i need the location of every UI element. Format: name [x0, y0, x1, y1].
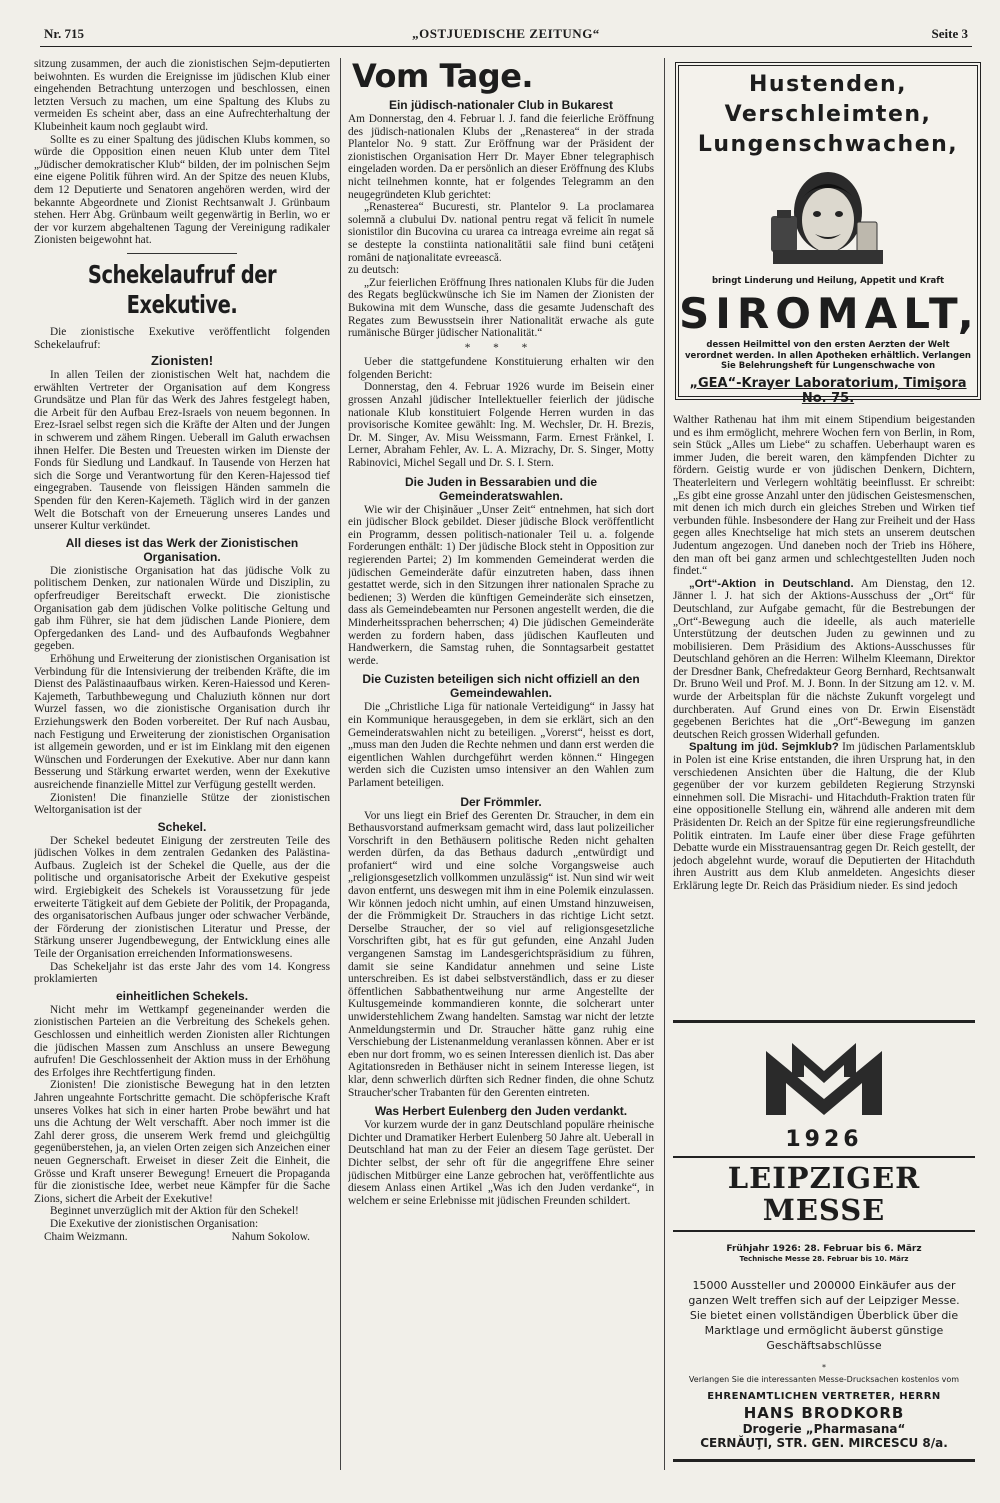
- paragraph: Nicht mehr im Wettkampf gegeneinander werden die zionistischen Parteien an die Verbreitung des Schekels gehen. Geschlossen und einheitlich werden Zionisten aller Richtungen die jüdischen Massen zum Anschluss an unsere Bewegung aufrufen! Die Geschlossenheit der Aktion muss in der Erhöhung des Erfolges ihre Rechtfertigung finden.: [34, 1003, 330, 1079]
- separator-stars: * * *: [464, 341, 538, 354]
- double-m-logo-icon: [744, 1037, 904, 1119]
- article-heading: Schekelaufruf der Exekutive.: [87, 259, 277, 319]
- divider: [127, 253, 237, 254]
- ad-brand: SIROMALT,: [679, 289, 980, 338]
- paragraph: Der Schekel bedeutet Einigung der zerstreuten Teile des jüdischen Volkes in dem zentralen Gedanken des Palästina-Aufbaus. Zugleich ist der Schekel die Quelle, aus der die politische und organisatorische Arbeit der Exekutive gespeist wird. Ergiebigkeit des Schekels ist Voraussetzung für jede erweiterte Tätigkeit auf dem Gebiete der Politik, der Propaganda, des organisatorischen Aufbaus junger oder schwacher Verbände, der Förderung der zionistischen Literatur und Presse, der Stärkung unserer Jugendbewegung, der Entwicklung eines alle Teile der Organisation erreichenden Informationswesens.: [34, 834, 330, 961]
- section-heading: Schekel.: [157, 819, 207, 834]
- ad-headline: Verschleimten,: [724, 102, 932, 127]
- paragraph: Die zionistische Exekutive veröffentlicht folgenden Schekelaufruf:: [34, 325, 330, 351]
- column-divider: [340, 58, 341, 1470]
- paragraph: Im jüdischen Parlamentsklub in Polen ist eine Krise entstanden, die ihren Ursprung hat, in den verschiedenen Ansichten über die Haltung, die der Klub gegenüber der vor kurzem gebildeten Regierung Strzynski einnehmen soll. Die Misrachi- und Hitachduth-Fraktion traten für eine oppositionelle Stellung ein, während alle anderen mit dem Präsidenten Dr. Reich an der Spitze für eine regierungsfreundliche Politik eintraten. Im Laufe einer über diese Frage geführten Debatte wurde ein Misstrauensantrag gegen Dr. Reich gestellt, der jedoch abgelehnt wurde, worauf die Deputierten der Hitachduth ihren Austritt aus dem Klub anmeldeten. Angesichts dieser Erklärung legte Dr. Reich das Präsidium nieder. Es sind jedoch: [673, 741, 975, 892]
- paragraph: In allen Teilen der zionistischen Welt hat, nachdem die erwählten Vertreter der Organisation auf dem Kongress Grundsätze und Plan für das Werk des Jahres festgelegt haben, die Arbeit für den Aufbau Erez-Israels von neuem begonnen. In Erez-Israel selbst regen sich die Kräfte der Alten und der Jungen in schwerem und zähem Ringen. Ueberall im Galuth erwachsen ihnen Helfer. Die Besten und Treuesten wirken im Dienste der Fonds für Siedlung und Landkauf. In Tausende von Herzen hat sich die Sorge und Verantwortung für den Keren-Hajessod tief eingegraben. Tausende von fleissigen Händen sammeln die Spenden für den Keren-Kajemeth. Täglich wird in der ganzen Welt die Botschaft von der Erneuerung unseres Landes und unserer Kultur verkündet.: [34, 369, 330, 533]
- ad-headline: Lungenschwachen,: [697, 132, 959, 157]
- paragraph: Ueber die stattgefundene Konstituierung erhalten wir den folgenden Bericht:: [348, 356, 654, 381]
- paragraph: Die „Christliche Liga für nationale Verteidigung“ in Jassy hat ein Kommunique herausgegeben, in dem sie erklärt, sich an den Gemeinderatswahlen nicht zu beteiligen. „Vorerst“, heisst es dort, „muss man den Juden die Rechte nehmen und dann erst werden die eigentlichen Wahlen durchgeführt werden können.“ Hingegen werden sich die Cuzisten umso intensiver an den Wahlen zum Parlament beteiligen.: [348, 701, 654, 789]
- page-header: [40, 16, 972, 47]
- paragraph: Walther Rathenau hat ihm mit einem Stipendium beigestanden und es ihm ermöglicht, mehrere Wochen fern von Berlin, in Rom, sein Stück „Alles um Liebe“ zu schaffen. Ueberhaupt waren es immer Juden, die bereit waren, den kämpfenden Dichter zu fördern. Geistig wurde er von jüdischen Denkern, Dichtern, Theaterleitern und Verlegern wohltätig beeinflusst. Er schreibt: „Es gibt eine grosse Anzahl unter den jüdischen Geistesmenschen, mit denen ich mich durch ein gleiches Streben und Wirken tief verbunden fühle. Insbesondere der Hang zur Freiheit und der Hass gegen alles Knechtselige hat mich stets an unserem deutschen Judentum angezogen. Und daneben noch der Trieb ins Höhere, den man oft bei ganz armen und schlechtgestellten Juden noch findet.“: [673, 414, 975, 578]
- paragraph: Die Exekutive der zionistischen Organisation:: [50, 1217, 259, 1230]
- ad-text: 15000 Aussteller und 200000 Einkäufer aus der ganzen Welt treffen sich auf der Leipziger Messe. Sie bietet einen vollständigen Überblick über die Marktlage und ermöglicht äuberst günstige Geschäftsabschlüsse: [688, 1279, 960, 1352]
- column-divider: [664, 58, 665, 1470]
- paragraph: zu deutsch:: [348, 264, 400, 277]
- ad-contact: EHRENAMTLICHEN VERTRETER, HERRN: [707, 1391, 941, 1402]
- paragraph: Am Dienstag, den 12. Jänner l. J. hat sich der Aktions-Ausschuss der „Ort“ für Deutschland, zur Aufgabe gemacht, für die Bestrebungen der „Ort“-Bewegung auch die ideelle, als auch materielle Unterstützung der deutschen Juden zu gewinnen und zu mobilisieren. Dem Präsidium des Aktions-Ausschusses für Deutschland gehören an die Herren: Wilhelm Kleemann, Direktor der Dresdner Bank, Chefredakteur Georg Bernhard, Rechtsanwalt Dr. Bruno Weil und Prof. M. J. Bonn. In der Sitzung am 12. v. M. wurde der Arbeitsplan für die nächste Zukunft vorgelegt und durchberaten. Auf Grund eines von Dr. Erwin Eisenstädt gegebenen Berichtes hat die „Ort“-Bewegung im ganzen deutschen Reich grossen Widerhall gefunden.: [673, 577, 975, 741]
- section-title: Vom Tage.: [352, 58, 534, 95]
- ad-contact-name: HANS BRODKORB: [743, 1404, 905, 1422]
- section-heading: einheitlichen Schekels.: [115, 988, 249, 1003]
- ad-headline: Hustenden,: [749, 72, 907, 97]
- signature: Chaim Weizmann.: [44, 1230, 128, 1243]
- paragraph: Vor kurzem wurde der in ganz Deutschland populäre rheinische Dichter und Dramatiker Herbert Eulenberg 50 Jahre alt. Ueberall in Deutschland hat man zu der Feier an diesem Tage gerüstet. Der Dichter selbst, der sehr oft für die angegriffene Ehre seiner jüdischen Mitbürger eine Lanze gebrochen hat, veröffentlichte aus diesem Anlass einen Artikel „Was ich den Juden verdanke“, in welchem er seine Erlebnisse mit jüdischen Freunden schildert.: [348, 1119, 654, 1207]
- paragraph: Zionisten! Die zionistische Bewegung hat in den letzten Jahren ungeahnte Fortschritte gemacht. Die schöpferische Kraft unseres Volkes hat sich in einer harten Probe bewährt und hat uns die Achtung der Welt verschafft. Aber noch immer ist die Zahl derer gross, die unserem Werk fremd und gleichgültig gegenüberstehen, ja, an vielen Orten zeigen sich Anzeichen einer neuen Gegnerschaft. Erweiset in dieser Zeit die Einheit, die Grösse und Kraft unserer Bewegung! Erneuert die Propaganda für die zionistische Idee, werbet neue Kämpfer für die Sache Zions, sichert die Arbeit der Exekutive!: [34, 1079, 330, 1205]
- paragraph: Das Schekeljahr ist das erste Jahr des vom 14. Kongress proklamierten: [34, 960, 330, 986]
- article-heading: Ein jüdisch-nationaler Club in Bukarest: [388, 98, 614, 112]
- article-heading: „Ort“-Aktion in Deutschland.: [689, 577, 854, 590]
- paragraph: Beginnet unverzüglich mit der Aktion für den Schekel!: [50, 1205, 299, 1218]
- section-heading: Zionisten!: [150, 353, 214, 369]
- man-drinking-illustration: [733, 164, 923, 264]
- paragraph: Erhöhung und Erweiterung der zionistischen Organisation ist Verbindung für die Intensivierung der treibenden Kräfte, die im Dienst des Palästinaaufbaus wirken. Keren-Haiessod und Keren-Kajemeth, Tarbuthbewegung und Chaluziuth können nur dort Wurzel fassen, wo die zionistische Organisation durch ihr Erziehungswerk den Boden vorbereitet. Der Ruf nach Ausbau, nach Festigung und Erweiterung der zionistischen Organisation ist allgemein geworden, und er ist im Einklang mit den eigenen Wünschen und Forderungen der Exekutive. Aber nur dann kann Besserung und Stärkung erwartet werden, wenn der Exekutive ausreichende finanzielle Mittel zur Verfügung gestellt werden.: [34, 652, 330, 791]
- ad-dates: Technische Messe 28. Februar bis 10. März: [739, 1255, 909, 1263]
- ad-text: Verlangen Sie die interessanten Messe-Drucksachen kostenlos vom: [688, 1375, 960, 1384]
- paragraph: Am Donnerstag, den 4. Februar l. J. fand die feierliche Eröffnung des jüdisch-nationalen Klubs der „Renasterea“ in der strada Plantelor No. 9 statt. Zur Eröffnung war der Präsident der zionistischen Organisation Herr Dr. Mayer Ebner telegraphisch eingeladen worden. Da er persönlich an dieser Eröffnung des Klubs nicht teilnehmen konnte, hat er folgendes Telegramm an den neugegründeten Klub gerichtet:: [348, 113, 654, 201]
- article-heading: Die Cuzisten beteiligen sich nicht offiziell an den Gemeindewahlen.: [362, 672, 640, 701]
- ad-brand: LEIPZIGER MESSE: [673, 1156, 975, 1232]
- ad-text: dessen Heilmittel von den ersten Aerzten der Welt verordnet werden. In allen Apotheken erhältlich. Verlangen Sie Belehrungsheft für Lungenschwache von: [685, 340, 971, 371]
- paragraph: „Renasterea“ Bucuresti, str. Plantelor 9. La proclamarea solemnă a clubului Dv. national pentru regat vă felicit în numele sionistilor din Bucovina cu urarea ca intreaga evreime ain regat să se destepte la constiinta nationalitătii sale fiind buni cetăţeni români de naţionalitate evreească.: [348, 201, 654, 264]
- paragraph: Vor uns liegt ein Brief des Gerenten Dr. Straucher, in dem ein Bethausvorstand aufmerksam gemacht wird, dass laut polizeilicher Vorschrift in den Bethäusern politische Reden nicht gehalten werden dürfen, da das Bethaus dadurch „entwürdigt und profaniert“ wird und eine solche Vorgangsweise auch „religionsgesetzlich vollkommen unzulässig“ ist. Nun sind wir weit davon entfernt, uns deswegen mit ihm in eine Polemik einzulassen. Wir können jedoch nicht umhin, auf einen Umstand hinzuweisen, der die Frömmigkeit Dr. Strauchers in das richtige Licht setzt. Derselbe Straucher, der so viel auf religionsgesetzliche Vorschriften gibt, hat es für gut gefunden, eine Anzahl Juden vergangenen Samstag im Landesgerichtspräsidium zu führen, damit sie seine Kandidatur annehmen und seine Liste unterschreiben. Es ist dabei selbstverständlich, dass er zu dieser öffentlichen Sabbathentweihung nur arme Angestellte der Kultusgemeinde kommandieren konnte, die solcherart unter unwiderstehlichem Zwang handelten. Samstag war nicht der letzte Anmeldungstermin und Dr. Straucher hätte ganz ruhig eine Verschiebung der Listenanmeldung veranlassen können. Aber er ist eben nur dort fromm, wo es seinen Interessen dienlich ist. Das aber Agitationsreden in Bethäuser nicht in seinem Interesse liegen, ist klar, denn schwerlich dürften sich Redner finden, die ohne Schutz Straucher'scher Trabanten für den Gerenten eintreten.: [348, 809, 654, 1099]
- siromalt-advertisement: [675, 62, 981, 406]
- paragraph: Donnerstag, den 4. Februar 1926 wurde im Beisein einer grossen Anzahl jüdischer Intellektueller feierlich der jüdische nationale Klub konstituiert Folgende Herren wurden in das provisorische Komitee gewählt: Ing. M. Wechsler, Dr. H. Brezis, Dr. M. Singer, Av. Misu Weissmann, Farm. Ernest Fränkel, I. Lerner, Abraham Fehler, Av. L. A. Mizrachy, Dr. S. Singer, Motty Rabinovici, Michel Segall und Dr. S. I. Stern.: [348, 381, 654, 470]
- paragraph: „Zur feierlichen Eröffnung Ihres nationalen Klubs für die Juden des Regats beglückwünsche ich Sie im Namen der Zionisten der Bukowina mit dem Wunsche, dass die gesamte Judenschaft des Regates zum Bewusstsein ihrer Nationalität erwache als gute rumänische Bürger jüdischer Nationalität.“: [348, 276, 654, 340]
- page-number: Seite 3: [931, 26, 968, 41]
- article-heading: Die Juden in Bessarabien und die Gemeinderatswahlen.: [404, 474, 598, 503]
- column-2: [348, 58, 654, 1478]
- article-heading: Spaltung im jüd. Sejmklub?: [689, 741, 839, 754]
- ad-contact: „GEA“-Krayer Laboratorium, Timişora No. 75.: [689, 375, 967, 406]
- issue-number: Nr. 715: [44, 26, 84, 41]
- ad-contact-shop: Drogerie „Pharmasana“: [742, 1422, 906, 1436]
- leipziger-messe-advertisement: [673, 1020, 975, 1462]
- signature: Nahum Sokolow.: [231, 1230, 310, 1243]
- ad-separator-star: *: [822, 1363, 826, 1372]
- column-1: [34, 58, 330, 1478]
- article-heading: Der Frömmler.: [460, 794, 542, 809]
- paragraph: Die zionistische Organisation hat das jüdische Volk zu politischem Denken, zur nationalen Würde und Disziplin, zu opferfreudiger Bereitschaft erweckt. Die zionistische Organisation gab dem jüdischen Volke politische Geltung und gab ihm Führer, sie hat dem jüdischen Lande Pioniere, dem Opfergedanken des Land- und des Aufbaufonds Wegbahner gegeben.: [34, 564, 330, 653]
- column-3: [673, 414, 975, 1010]
- article-heading: Was Herbert Eulenberg den Juden verdankt.: [374, 1104, 628, 1119]
- ad-tagline: bringt Linderung und Heilung, Appetit und Kraft: [711, 276, 945, 286]
- paragraph: Zionisten! Die finanzielle Stütze der zionistischen Weltorganisation ist der: [34, 791, 330, 817]
- signatures: [34, 1231, 330, 1244]
- ad-contact-address: CERNĂUŢI, STR. GEN. MIRCESCU 8/a.: [700, 1436, 948, 1450]
- paragraph: Wie wir der Chişinăuer „Unser Zeit“ entnehmen, hat sich dort ein jüdischer Block gebildet. Dieser jüdische Block veröffentlicht ein Programm, dessen politisch-nationaler Teil u. a. folgende Forderungen enthält: 1) Der jüdische Block steht in Opposition zur regierenden Partei; 2) Im kommenden Gemeinderat werden die jüdischen Gemeinderäte dafür einzutreten haben, dass ihnen gestattet werde, sich in den Sitzungen ihrer nationalen Sprache zu bedienen; 3) Werden die künftigen Gemeinderäte sich einsetzen, dass als Gemeindebeamten nur Personen angestellt werden, die die Minderheitssprachen beherrschen; 4) Die jüdischen Gemeinderäte werden zu fordern haben, dass jüdischen Kaufleuten und Handwerkern, die Samstag ruhen, die Sonntagsarbeit gestattet werde.: [348, 503, 654, 667]
- newspaper-title: „OSTJUEDISCHE ZEITUNG“: [412, 26, 600, 41]
- ad-year: 1926: [785, 1127, 863, 1152]
- paragraph: Sollte es zu einer Spaltung des jüdischen Klubs kommen, so würde die Opposition einen neuen Klub unter dem Titel „Jüdischer demokratischer Klub“ bilden, der im polnischen Sejm eine eigene Politik führen wird. An der Spitze des neuen Klubs, dem 12 Deputierte und Senatoren angehören werden, wird der bekannte Abgeordnete und Zionist Rechtsanwalt J. Grünbaum stehen. Herr Abg. Grünbaum weilt gegenwärtig in Berlin, wo er der vor kurzem abgehaltenen Tagung der Vereinigung radikaler Zionisten beigewohnt hat.: [34, 133, 330, 247]
- ad-dates: Frühjahr 1926: 28. Februar bis 6. März: [726, 1244, 922, 1254]
- paragraph: sitzung zusammen, der auch die zionistischen Sejm-deputierten beiwohnten. Es wurden die Ereignisse im jüdischen Klub einer eingehenden Betrachtung unterzogen und beschlossen, einen letzten Versuch zu machen, um eine Spaltung des Klubs zu vermeiden Es scheint aber, dass an eine Aufrechterhaltung der Klubeinheit kaum noch geglaubt wird.: [34, 58, 330, 133]
- section-heading: All dieses ist das Werk der Zionistischen Organisation.: [65, 535, 299, 564]
